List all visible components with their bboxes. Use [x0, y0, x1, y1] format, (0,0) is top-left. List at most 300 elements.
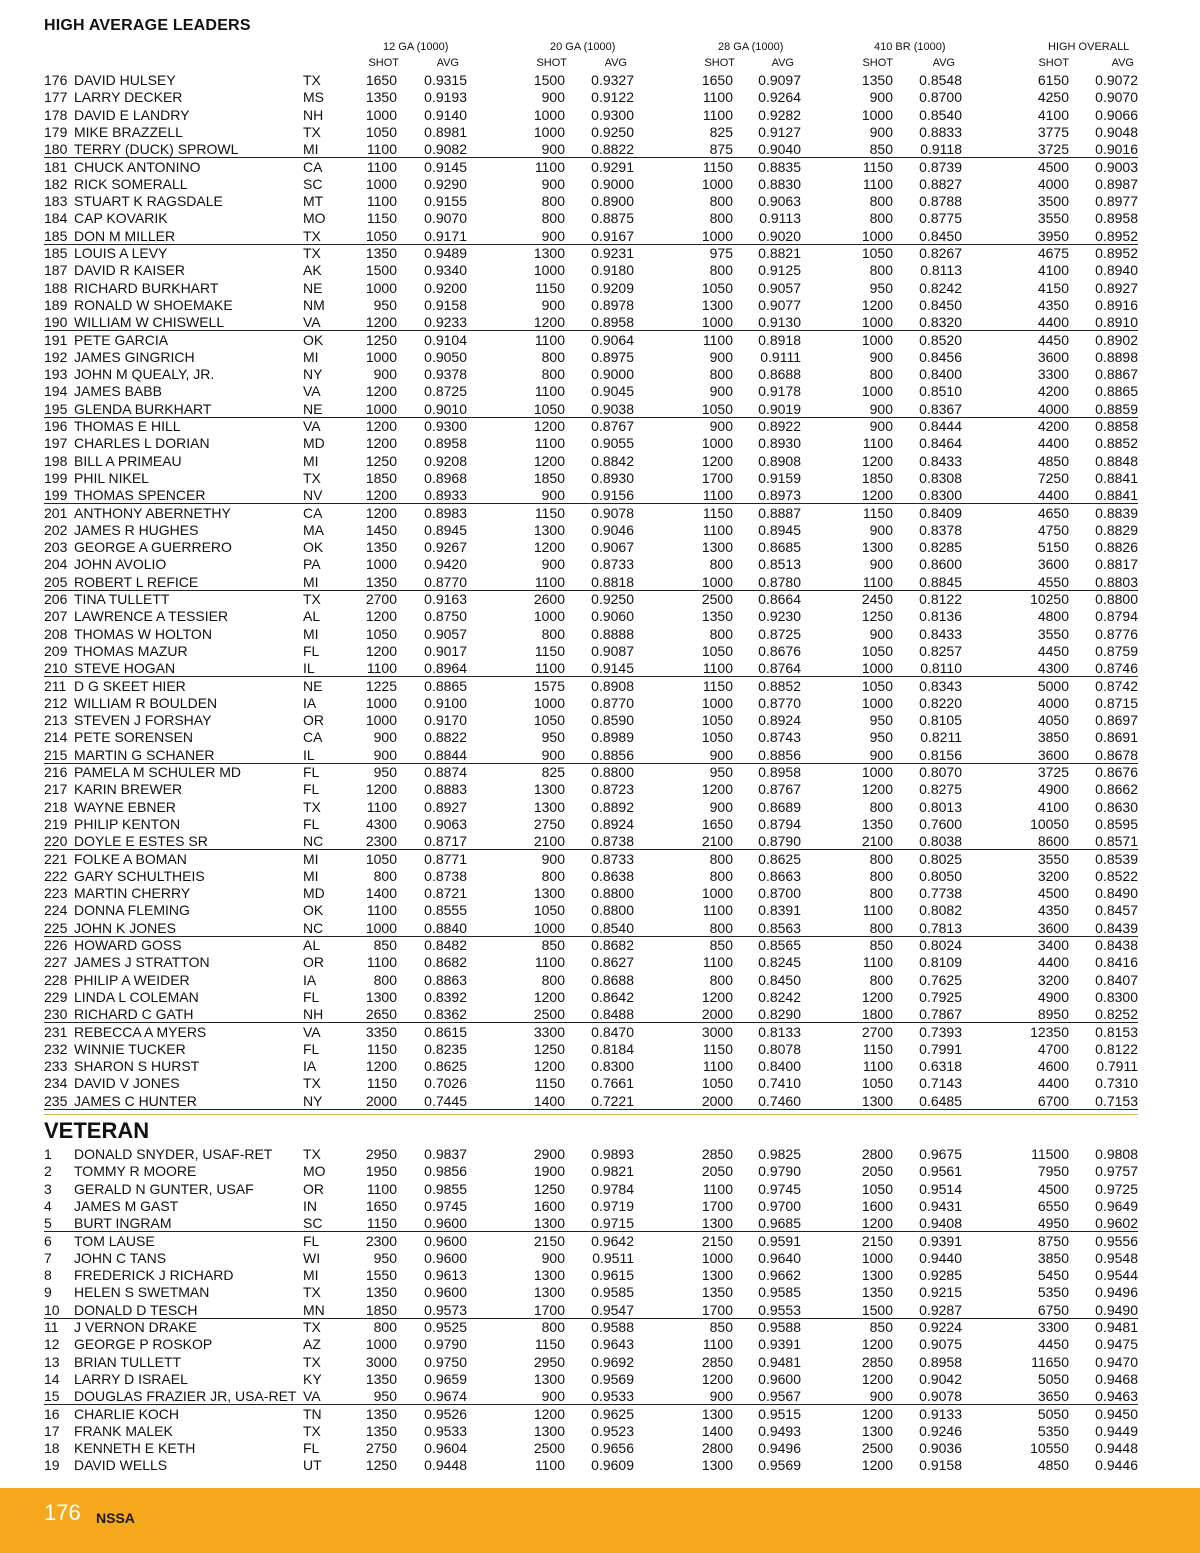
avg-overall-cell: 0.9463 [1095, 1388, 1138, 1405]
avg-410br-cell: 0.8300 [919, 487, 962, 504]
avg-20ga-cell: 0.9715 [591, 1215, 634, 1232]
avg-20ga-cell: 0.9821 [591, 1163, 634, 1180]
table-row [0, 159, 1200, 176]
name-cell: PETE GARCIA [74, 331, 169, 348]
avg-28ga-cell: 0.8764 [758, 660, 801, 677]
avg-12ga-cell: 0.7026 [424, 1075, 467, 1092]
avg-20ga-cell: 0.8818 [591, 573, 634, 590]
avg-20ga-cell: 0.9511 [592, 1249, 634, 1266]
avg-20ga-cell: 0.9038 [591, 400, 634, 417]
shot-28ga-cell: 800 [709, 850, 733, 867]
shot-28ga-cell: 900 [709, 348, 733, 365]
state-cell: MO [303, 210, 326, 227]
avg-12ga-cell: 0.9837 [424, 1146, 467, 1162]
rank-cell: 193 [44, 366, 68, 383]
shot-overall-cell: 4700 [1037, 1040, 1069, 1057]
shot-20ga-cell: 800 [541, 210, 565, 227]
avg-410br-cell: 0.7867 [919, 1006, 962, 1023]
rank-cell: 199 [44, 487, 68, 504]
avg-20ga-cell: 0.9588 [591, 1319, 634, 1335]
table-row [0, 383, 1200, 400]
table-row [0, 1440, 1200, 1457]
shot-410br-cell: 2100 [861, 833, 893, 850]
avg-overall-cell: 0.8916 [1095, 296, 1138, 313]
avg-20ga-cell: 0.9180 [591, 262, 634, 279]
rank-cell: 184 [44, 210, 68, 227]
name-cell: ANTHONY ABERNETHY [74, 504, 231, 521]
avg-28ga-cell: 0.9588 [758, 1319, 801, 1335]
state-cell: TX [303, 72, 321, 88]
shot-28ga-cell: 1100 [702, 902, 733, 919]
shot-12ga-cell: 1200 [365, 504, 397, 521]
shot-12ga-cell: 1950 [365, 1163, 397, 1180]
avg-28ga-cell: 0.8400 [758, 1058, 801, 1075]
avg-20ga-cell: 0.8723 [591, 781, 634, 798]
name-cell: BURT INGRAM [74, 1215, 172, 1232]
avg-410br-cell: 0.8156 [919, 746, 962, 763]
name-cell: DAVID HULSEY [74, 72, 176, 88]
shot-28ga-cell: 1100 [702, 660, 733, 677]
avg-28ga-cell: 0.9825 [758, 1146, 801, 1162]
avg-overall-cell: 0.9602 [1095, 1215, 1138, 1232]
shot-28ga-cell: 1650 [701, 72, 733, 88]
table-row [0, 1319, 1200, 1336]
avg-28ga-cell: 0.8663 [758, 867, 801, 884]
state-cell: UT [303, 1457, 322, 1474]
avg-12ga-cell: 0.8844 [424, 746, 467, 763]
avg-410br-cell: 0.9224 [919, 1319, 962, 1335]
name-cell: DON M MILLER [74, 227, 176, 244]
state-cell: NM [303, 296, 325, 313]
shot-410br-cell: 850 [869, 937, 893, 953]
col-header-avg: AVG [604, 57, 627, 69]
avg-28ga-cell: 0.9127 [758, 123, 801, 140]
avg-20ga-cell: 0.8958 [591, 314, 634, 331]
shot-410br-cell: 1150 [862, 1040, 893, 1057]
shot-12ga-cell: 1200 [365, 435, 397, 452]
shot-12ga-cell: 1100 [366, 158, 397, 175]
shot-overall-cell: 3200 [1037, 867, 1069, 884]
avg-20ga-cell: 0.8733 [591, 556, 634, 573]
shot-overall-cell: 5150 [1037, 539, 1069, 556]
avg-overall-cell: 0.8987 [1095, 175, 1138, 192]
rank-cell: 11 [44, 1319, 59, 1335]
shot-12ga-cell: 1000 [365, 712, 397, 729]
avg-410br-cell: 0.9440 [919, 1249, 962, 1266]
group-header-12ga: 12 GA (1000) [383, 41, 449, 53]
rank-cell: 217 [44, 781, 68, 798]
shot-20ga-cell: 800 [541, 366, 565, 383]
avg-410br-cell: 0.9285 [919, 1267, 962, 1284]
avg-28ga-cell: 0.9019 [758, 400, 801, 417]
rank-cell: 229 [44, 988, 68, 1005]
avg-overall-cell: 0.7911 [1096, 1058, 1138, 1075]
shot-overall-cell: 6700 [1037, 1092, 1069, 1109]
state-cell: MI [303, 452, 319, 469]
state-cell: VA [303, 314, 321, 331]
avg-410br-cell: 0.8343 [919, 677, 962, 694]
avg-overall-cell: 0.9808 [1095, 1146, 1138, 1162]
shot-overall-cell: 3600 [1037, 919, 1069, 936]
shot-20ga-cell: 900 [541, 487, 565, 504]
shot-overall-cell: 4400 [1037, 435, 1069, 452]
avg-410br-cell: 0.9158 [919, 1457, 962, 1474]
state-cell: MA [303, 521, 324, 538]
avg-12ga-cell: 0.8482 [424, 937, 467, 953]
shot-28ga-cell: 900 [709, 798, 733, 815]
rank-cell: 216 [44, 764, 68, 780]
avg-28ga-cell: 0.8625 [758, 850, 801, 867]
table-row [0, 245, 1200, 262]
avg-28ga-cell: 0.9113 [759, 210, 801, 227]
avg-20ga-cell: 0.9893 [591, 1146, 634, 1162]
shot-12ga-cell: 1350 [365, 1405, 397, 1422]
shot-12ga-cell: 1150 [366, 1075, 397, 1092]
avg-410br-cell: 0.9561 [919, 1163, 962, 1180]
rank-cell: 16 [44, 1405, 60, 1422]
shot-20ga-cell: 1300 [533, 781, 565, 798]
avg-20ga-cell: 0.9156 [591, 487, 634, 504]
shot-28ga-cell: 800 [709, 210, 733, 227]
shot-20ga-cell: 1150 [534, 504, 565, 521]
name-cell: JOHN M QUEALY, JR. [74, 366, 215, 383]
avg-overall-cell: 0.8841 [1095, 487, 1138, 504]
shot-410br-cell: 2050 [861, 1163, 893, 1180]
name-cell: LARRY D ISRAEL [74, 1370, 188, 1387]
shot-410br-cell: 1000 [861, 660, 893, 677]
avg-overall-cell: 0.8439 [1095, 919, 1138, 936]
state-cell: NY [303, 1092, 323, 1109]
avg-410br-cell: 0.7143 [919, 1075, 962, 1092]
name-cell: THOMAS MAZUR [74, 642, 188, 659]
avg-12ga-cell: 0.8717 [424, 833, 467, 850]
avg-410br-cell: 0.9246 [919, 1422, 962, 1439]
shot-28ga-cell: 1100 [702, 89, 733, 106]
shot-12ga-cell: 1225 [365, 677, 397, 694]
name-cell: D G SKEET HIER [74, 677, 186, 694]
state-cell: TX [303, 1284, 321, 1301]
avg-12ga-cell: 0.9057 [424, 625, 467, 642]
shot-28ga-cell: 1300 [701, 1405, 733, 1422]
brand-label: NSSA [96, 1510, 135, 1526]
name-cell: PETE SORENSEN [74, 729, 194, 746]
shot-410br-cell: 2500 [861, 1440, 893, 1457]
avg-overall-cell: 0.9548 [1095, 1249, 1138, 1266]
rank-cell: 231 [44, 1023, 68, 1040]
avg-overall-cell: 0.8927 [1095, 279, 1138, 296]
table-row [0, 937, 1200, 954]
shot-410br-cell: 850 [869, 141, 893, 158]
avg-12ga-cell: 0.8615 [424, 1023, 467, 1040]
name-cell: REBECCA A MYERS [74, 1023, 207, 1040]
state-cell: FL [303, 642, 320, 659]
avg-20ga-cell: 0.8888 [591, 625, 634, 642]
shot-20ga-cell: 900 [541, 850, 565, 867]
avg-410br-cell: 0.7991 [919, 1040, 962, 1057]
name-cell: WINNIE TUCKER [74, 1040, 186, 1057]
rank-cell: 5 [44, 1215, 52, 1232]
shot-20ga-cell: 2950 [533, 1353, 565, 1370]
avg-20ga-cell: 0.9067 [591, 539, 634, 556]
shot-28ga-cell: 1300 [701, 1267, 733, 1284]
name-cell: DAVID WELLS [74, 1457, 168, 1474]
table-row [0, 747, 1200, 764]
shot-410br-cell: 1200 [861, 1457, 893, 1474]
avg-overall-cell: 0.8759 [1095, 642, 1138, 659]
name-cell: TOMMY R MOORE [74, 1163, 197, 1180]
avg-overall-cell: 0.8826 [1095, 539, 1138, 556]
table-row [0, 591, 1200, 608]
table-row [0, 1006, 1200, 1023]
name-cell: PHILIP A WEIDER [74, 971, 190, 988]
table-row [0, 193, 1200, 210]
shot-20ga-cell: 1200 [533, 1058, 565, 1075]
table-row [0, 1406, 1200, 1423]
avg-410br-cell: 0.8378 [919, 521, 962, 538]
shot-12ga-cell: 1250 [365, 331, 397, 348]
shot-20ga-cell: 800 [541, 971, 565, 988]
shot-overall-cell: 11650 [1031, 1353, 1069, 1370]
table-row [0, 435, 1200, 452]
avg-20ga-cell: 0.9327 [591, 72, 634, 88]
avg-12ga-cell: 0.8981 [424, 123, 467, 140]
avg-28ga-cell: 0.8958 [758, 764, 801, 780]
state-cell: AL [303, 937, 321, 953]
avg-overall-cell: 0.8697 [1095, 712, 1138, 729]
avg-overall-cell: 0.9468 [1095, 1370, 1138, 1387]
shot-12ga-cell: 2300 [365, 833, 397, 850]
avg-28ga-cell: 0.8780 [758, 573, 801, 590]
avg-20ga-cell: 0.8908 [591, 677, 634, 694]
shot-410br-cell: 1000 [861, 1249, 893, 1266]
shot-12ga-cell: 1150 [366, 1040, 397, 1057]
table-row [0, 297, 1200, 314]
shot-12ga-cell: 1100 [366, 660, 397, 677]
shot-20ga-cell: 3300 [533, 1023, 565, 1040]
shot-12ga-cell: 1000 [365, 400, 397, 417]
state-cell: TX [303, 1353, 321, 1370]
rank-cell: 219 [44, 815, 68, 832]
shot-overall-cell: 3650 [1037, 1388, 1069, 1405]
col-header-avg: AVG [771, 57, 794, 69]
shot-overall-cell: 11500 [1031, 1146, 1069, 1162]
shot-12ga-cell: 1050 [365, 850, 397, 867]
rank-cell: 18 [44, 1440, 60, 1457]
avg-20ga-cell: 0.9784 [591, 1180, 634, 1197]
avg-overall-cell: 0.9450 [1095, 1405, 1138, 1422]
name-cell: WAYNE EBNER [74, 798, 176, 815]
shot-28ga-cell: 1100 [702, 1336, 733, 1353]
rank-cell: 3 [44, 1180, 52, 1197]
avg-overall-cell: 0.8952 [1095, 227, 1138, 244]
avg-410br-cell: 0.8013 [919, 798, 962, 815]
state-cell: OR [303, 1180, 324, 1197]
table-row [0, 1423, 1200, 1440]
avg-12ga-cell: 0.9856 [424, 1163, 467, 1180]
name-cell: JOHN K JONES [74, 919, 176, 936]
avg-12ga-cell: 0.9420 [424, 556, 467, 573]
shot-20ga-cell: 1050 [533, 712, 565, 729]
shot-20ga-cell: 1050 [533, 400, 565, 417]
shot-410br-cell: 800 [869, 885, 893, 902]
shot-12ga-cell: 1200 [365, 314, 397, 331]
shot-overall-cell: 4675 [1037, 245, 1069, 261]
avg-overall-cell: 0.8490 [1095, 885, 1138, 902]
avg-28ga-cell: 0.9130 [758, 314, 801, 331]
rank-cell: 234 [44, 1075, 68, 1092]
state-cell: FL [303, 781, 320, 798]
shot-410br-cell: 2700 [861, 1023, 893, 1040]
avg-410br-cell: 0.9215 [919, 1284, 962, 1301]
table-row [0, 816, 1200, 833]
avg-overall-cell: 0.9070 [1095, 89, 1138, 106]
avg-overall-cell: 0.8715 [1095, 694, 1138, 711]
shot-28ga-cell: 875 [709, 141, 733, 158]
shot-20ga-cell: 950 [541, 729, 565, 746]
shot-28ga-cell: 1150 [702, 158, 733, 175]
table-row [0, 1093, 1200, 1110]
shot-overall-cell: 3400 [1037, 937, 1069, 953]
shot-410br-cell: 800 [869, 867, 893, 884]
avg-20ga-cell: 0.9250 [591, 591, 634, 607]
state-cell: MI [303, 1267, 319, 1284]
table-row [0, 1233, 1200, 1250]
shot-28ga-cell: 1050 [701, 400, 733, 417]
shot-12ga-cell: 4300 [365, 815, 397, 832]
avg-overall-cell: 0.8571 [1095, 833, 1138, 850]
table-row [0, 851, 1200, 868]
shot-410br-cell: 1000 [861, 383, 893, 400]
section-title-veteran: VETERAN [44, 1118, 150, 1143]
avg-28ga-cell: 0.9600 [758, 1370, 801, 1387]
name-cell: DAVID R KAISER [74, 262, 185, 279]
shot-20ga-cell: 900 [541, 1249, 565, 1266]
state-cell: TX [303, 123, 321, 140]
avg-28ga-cell: 0.9493 [758, 1422, 801, 1439]
shot-overall-cell: 4100 [1037, 106, 1069, 123]
avg-410br-cell: 0.8082 [919, 902, 962, 919]
avg-overall-cell: 0.8407 [1095, 971, 1138, 988]
avg-28ga-cell: 0.8743 [758, 729, 801, 746]
avg-12ga-cell: 0.8883 [424, 781, 467, 798]
shot-12ga-cell: 1050 [365, 625, 397, 642]
avg-28ga-cell: 0.8725 [758, 625, 801, 642]
shot-410br-cell: 1200 [861, 1336, 893, 1353]
avg-28ga-cell: 0.9282 [758, 106, 801, 123]
shot-20ga-cell: 900 [541, 556, 565, 573]
shot-12ga-cell: 1200 [365, 642, 397, 659]
state-cell: TX [303, 1319, 321, 1335]
rank-cell: 176 [44, 72, 68, 88]
avg-28ga-cell: 0.9569 [758, 1457, 801, 1474]
table-row [0, 678, 1200, 695]
shot-12ga-cell: 2700 [365, 591, 397, 607]
name-cell: RICK SOMERALL [74, 175, 188, 192]
state-cell: NE [303, 677, 323, 694]
avg-overall-cell: 0.9003 [1095, 158, 1138, 175]
shot-410br-cell: 1300 [861, 1422, 893, 1439]
avg-overall-cell: 0.9544 [1095, 1267, 1138, 1284]
avg-20ga-cell: 0.9569 [591, 1370, 634, 1387]
name-cell: STEVEN J FORSHAY [74, 712, 212, 729]
rank-cell: 215 [44, 746, 68, 763]
avg-410br-cell: 0.8739 [919, 158, 962, 175]
shot-410br-cell: 1250 [861, 608, 893, 625]
shot-12ga-cell: 850 [373, 937, 397, 953]
avg-410br-cell: 0.8788 [919, 193, 962, 210]
avg-12ga-cell: 0.9163 [424, 591, 467, 607]
shot-12ga-cell: 1000 [365, 556, 397, 573]
shot-12ga-cell: 1850 [365, 1301, 397, 1318]
state-cell: NC [303, 833, 324, 850]
rank-cell: 12 [44, 1336, 60, 1353]
shot-20ga-cell: 800 [541, 193, 565, 210]
shot-28ga-cell: 800 [709, 919, 733, 936]
shot-12ga-cell: 1250 [365, 452, 397, 469]
avg-28ga-cell: 0.9159 [758, 469, 801, 486]
avg-20ga-cell: 0.9609 [591, 1457, 634, 1474]
shot-20ga-cell: 1100 [534, 954, 565, 971]
avg-28ga-cell: 0.8794 [758, 815, 801, 832]
avg-12ga-cell: 0.8863 [424, 971, 467, 988]
avg-12ga-cell: 0.8770 [424, 573, 467, 590]
state-cell: CA [303, 158, 323, 175]
state-cell: MI [303, 573, 319, 590]
shot-overall-cell: 4850 [1037, 1457, 1069, 1474]
avg-12ga-cell: 0.9070 [424, 210, 467, 227]
shot-28ga-cell: 1100 [702, 487, 733, 504]
state-cell: MS [303, 89, 324, 106]
name-cell: DAVID E LANDRY [74, 106, 190, 123]
avg-28ga-cell: 0.9111 [760, 348, 801, 365]
shot-20ga-cell: 1150 [534, 279, 565, 296]
name-cell: JOHN AVOLIO [74, 556, 167, 573]
shot-410br-cell: 1350 [861, 815, 893, 832]
rank-cell: 221 [44, 850, 68, 867]
rank-cell: 213 [44, 712, 68, 729]
rank-cell: 204 [44, 556, 68, 573]
state-cell: VA [303, 383, 321, 400]
shot-20ga-cell: 800 [541, 1319, 565, 1335]
shot-20ga-cell: 2500 [533, 1006, 565, 1023]
avg-12ga-cell: 0.9526 [424, 1405, 467, 1422]
shot-20ga-cell: 900 [541, 141, 565, 158]
rank-cell: 194 [44, 383, 68, 400]
shot-overall-cell: 8600 [1037, 833, 1069, 850]
avg-12ga-cell: 0.8750 [424, 608, 467, 625]
shot-28ga-cell: 1000 [701, 573, 733, 590]
shot-12ga-cell: 1000 [365, 1336, 397, 1353]
avg-12ga-cell: 0.8682 [424, 954, 467, 971]
table-row [0, 1146, 1200, 1163]
avg-28ga-cell: 0.9496 [758, 1440, 801, 1457]
shot-410br-cell: 950 [869, 729, 893, 746]
shot-20ga-cell: 1000 [533, 106, 565, 123]
shot-28ga-cell: 1350 [701, 608, 733, 625]
name-cell: JAMES C HUNTER [74, 1092, 197, 1109]
rank-cell: 225 [44, 919, 68, 936]
shot-28ga-cell: 1200 [701, 781, 733, 798]
state-cell: FL [303, 1232, 320, 1249]
shot-28ga-cell: 1350 [701, 1284, 733, 1301]
shot-20ga-cell: 1050 [533, 902, 565, 919]
avg-12ga-cell: 0.8362 [424, 1006, 467, 1023]
shot-20ga-cell: 1000 [533, 608, 565, 625]
state-cell: PA [303, 556, 321, 573]
avg-12ga-cell: 0.9200 [424, 279, 467, 296]
shot-overall-cell: 4100 [1037, 262, 1069, 279]
avg-20ga-cell: 0.8800 [591, 885, 634, 902]
